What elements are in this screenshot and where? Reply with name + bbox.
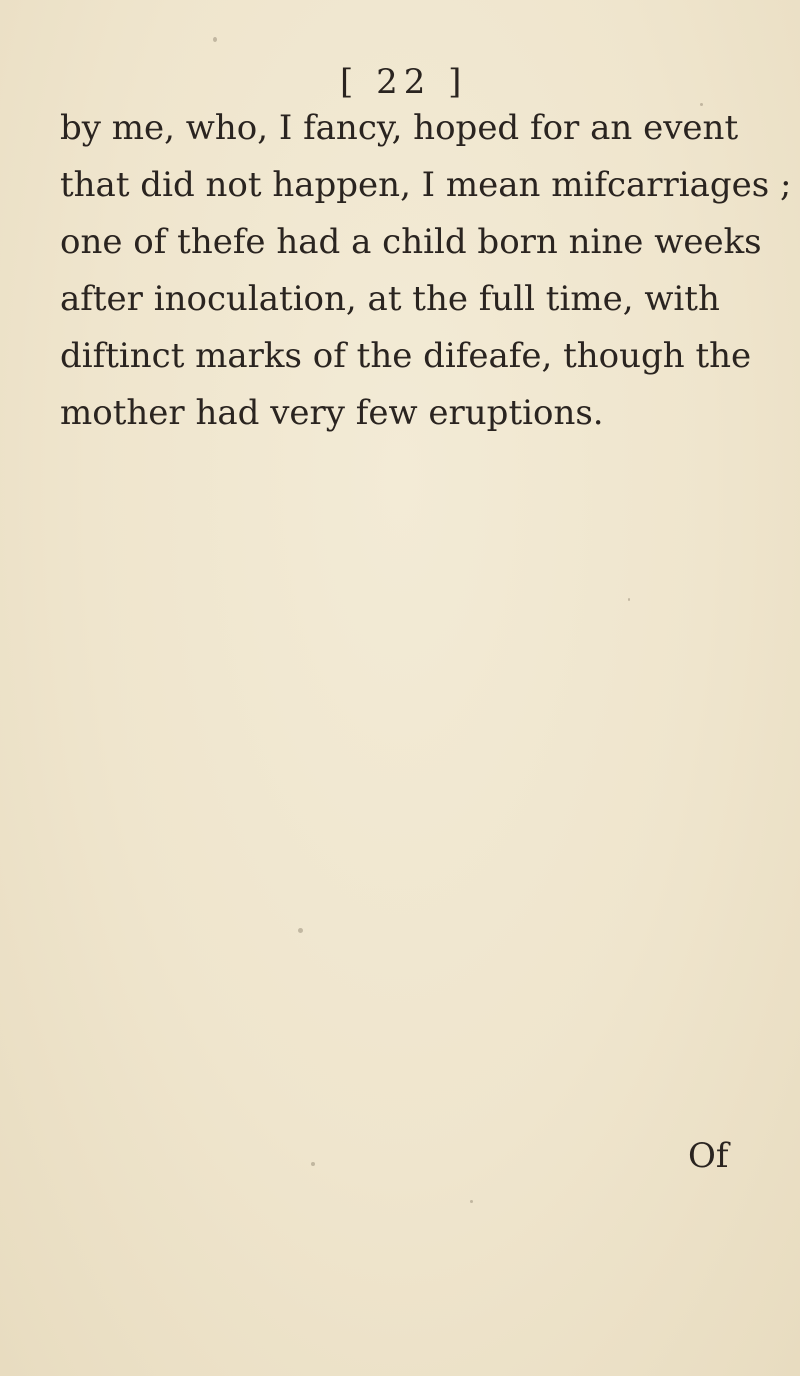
paper-speck bbox=[311, 1162, 315, 1166]
text-line: one of thefe had a child born nine weeks bbox=[60, 222, 762, 262]
paper-speck bbox=[470, 1200, 473, 1203]
paper-speck bbox=[213, 37, 217, 42]
text-line: that did not happen, I mean mifcarriages ; bbox=[60, 165, 792, 205]
text-line: diftinct marks of the difeafe, though the bbox=[60, 336, 752, 376]
text-line: mother had very few eruptions. bbox=[60, 393, 604, 433]
paper-speck bbox=[298, 928, 303, 933]
body-text bbox=[60, 100, 792, 442]
text-line: after inoculation, at the full time, with bbox=[60, 279, 720, 319]
page-number: [ 22 ] bbox=[340, 62, 468, 102]
paper-speck bbox=[628, 598, 630, 601]
catchword: Of bbox=[688, 1136, 729, 1176]
text-line: by me, who, I fancy, hoped for an event bbox=[60, 108, 739, 148]
